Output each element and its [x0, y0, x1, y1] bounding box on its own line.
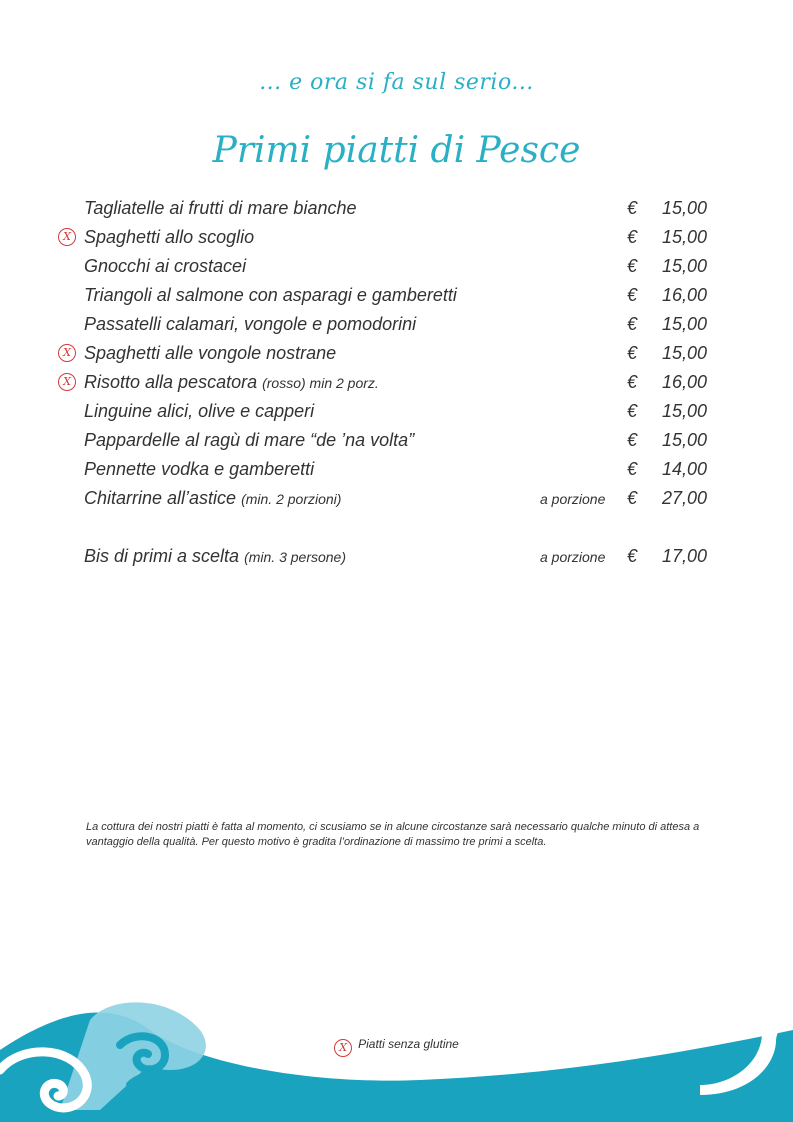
dish-price: 15,00 [661, 314, 707, 334]
dish-price: 15,00 [661, 227, 707, 247]
currency-symbol: € [627, 459, 638, 479]
dish-price: 14,00 [661, 459, 707, 479]
currency-symbol: € [627, 198, 638, 218]
menu-item [0, 341, 793, 370]
dish-title: Risotto alla pescatora [84, 372, 258, 392]
currency-symbol: € [627, 227, 638, 247]
dish-title: Linguine alici, olive e capperi [84, 401, 315, 421]
currency-symbol: € [627, 546, 638, 566]
dish-note: (min. 3 persone) [244, 549, 347, 565]
dish-name [84, 343, 336, 364]
dish-title: Spaghetti allo scoglio [84, 227, 255, 247]
dish-name [84, 256, 246, 277]
dish-name [84, 198, 357, 219]
dish-title: Triangoli al salmone con asparagi e gamberetti [84, 285, 457, 305]
legend-label: Piatti senza glutine [358, 1037, 459, 1051]
dish-price: 16,00 [661, 285, 707, 305]
menu-item [0, 283, 793, 312]
dish-name [84, 401, 314, 422]
dish-note: (rosso) min 2 porz. [262, 375, 379, 391]
currency-symbol: € [627, 401, 638, 421]
dish-title: Spaghetti alle vongole nostrane [84, 343, 337, 363]
currency-symbol: € [627, 372, 638, 392]
menu-item [0, 399, 793, 428]
gluten-free-legend [0, 1036, 793, 1054]
menu-item [0, 457, 793, 486]
dish-price: 17,00 [661, 546, 707, 566]
menu-item [0, 544, 793, 573]
menu-item [0, 312, 793, 341]
menu-item [0, 225, 793, 254]
dish-name [84, 546, 346, 567]
price-unit: a porzione [540, 549, 606, 565]
currency-symbol: € [627, 430, 638, 450]
dish-price: 15,00 [661, 256, 707, 276]
dish-name [84, 285, 457, 306]
currency-symbol: € [627, 343, 638, 363]
dish-name [84, 430, 414, 451]
dish-title: Gnocchi ai crostacei [84, 256, 247, 276]
wave-decoration [0, 990, 793, 1122]
currency-symbol: € [627, 285, 638, 305]
menu-item [0, 254, 793, 283]
dish-name [84, 459, 314, 480]
dish-price: 15,00 [661, 430, 707, 450]
price-unit: a porzione [540, 491, 606, 507]
currency-symbol: € [627, 488, 638, 508]
dish-title: Pappardelle al ragù di mare “de ’na volta” [84, 430, 415, 450]
currency-symbol: € [627, 314, 638, 334]
gluten-free-icon: X [58, 373, 76, 391]
dish-title: Bis di primi a scelta [84, 546, 240, 566]
dish-price: 27,00 [661, 488, 707, 508]
gluten-free-icon: X [58, 344, 76, 362]
dish-title: Passatelli calamari, vongole e pomodorini [84, 314, 417, 334]
dish-name [84, 227, 254, 248]
dish-note: (min. 2 porzioni) [241, 491, 342, 507]
dish-name [84, 372, 379, 393]
footnote: La cottura dei nostri piatti è fatta al momento, ci scusiamo se in alcune circostanze sarà necessario qualche minuto di attesa a vantaggio della qualità. Per questo motivo è gradita l’ordinazione di massimo tre primi a scelta. [86, 821, 700, 848]
dish-price: 16,00 [661, 372, 707, 392]
menu-subtitle: ... e ora si fa sul serio... [259, 70, 534, 95]
dish-name [84, 314, 416, 335]
dish-title: Tagliatelle ai frutti di mare bianche [84, 198, 357, 218]
menu-item [0, 428, 793, 457]
menu-item [0, 196, 793, 225]
dish-price: 15,00 [661, 198, 707, 218]
menu-item [0, 486, 793, 515]
currency-symbol: € [627, 256, 638, 276]
dish-price: 15,00 [661, 401, 707, 421]
menu-title: Primi piatti di Pesce [212, 130, 581, 171]
dish-title: Chitarrine all’astice [84, 488, 237, 508]
gluten-free-icon: X [58, 228, 76, 246]
dish-price: 15,00 [661, 343, 707, 363]
dish-name [84, 488, 341, 509]
menu-item [0, 370, 793, 399]
gluten-free-icon: X [334, 1039, 352, 1057]
dish-title: Pennette vodka e gamberetti [84, 459, 315, 479]
